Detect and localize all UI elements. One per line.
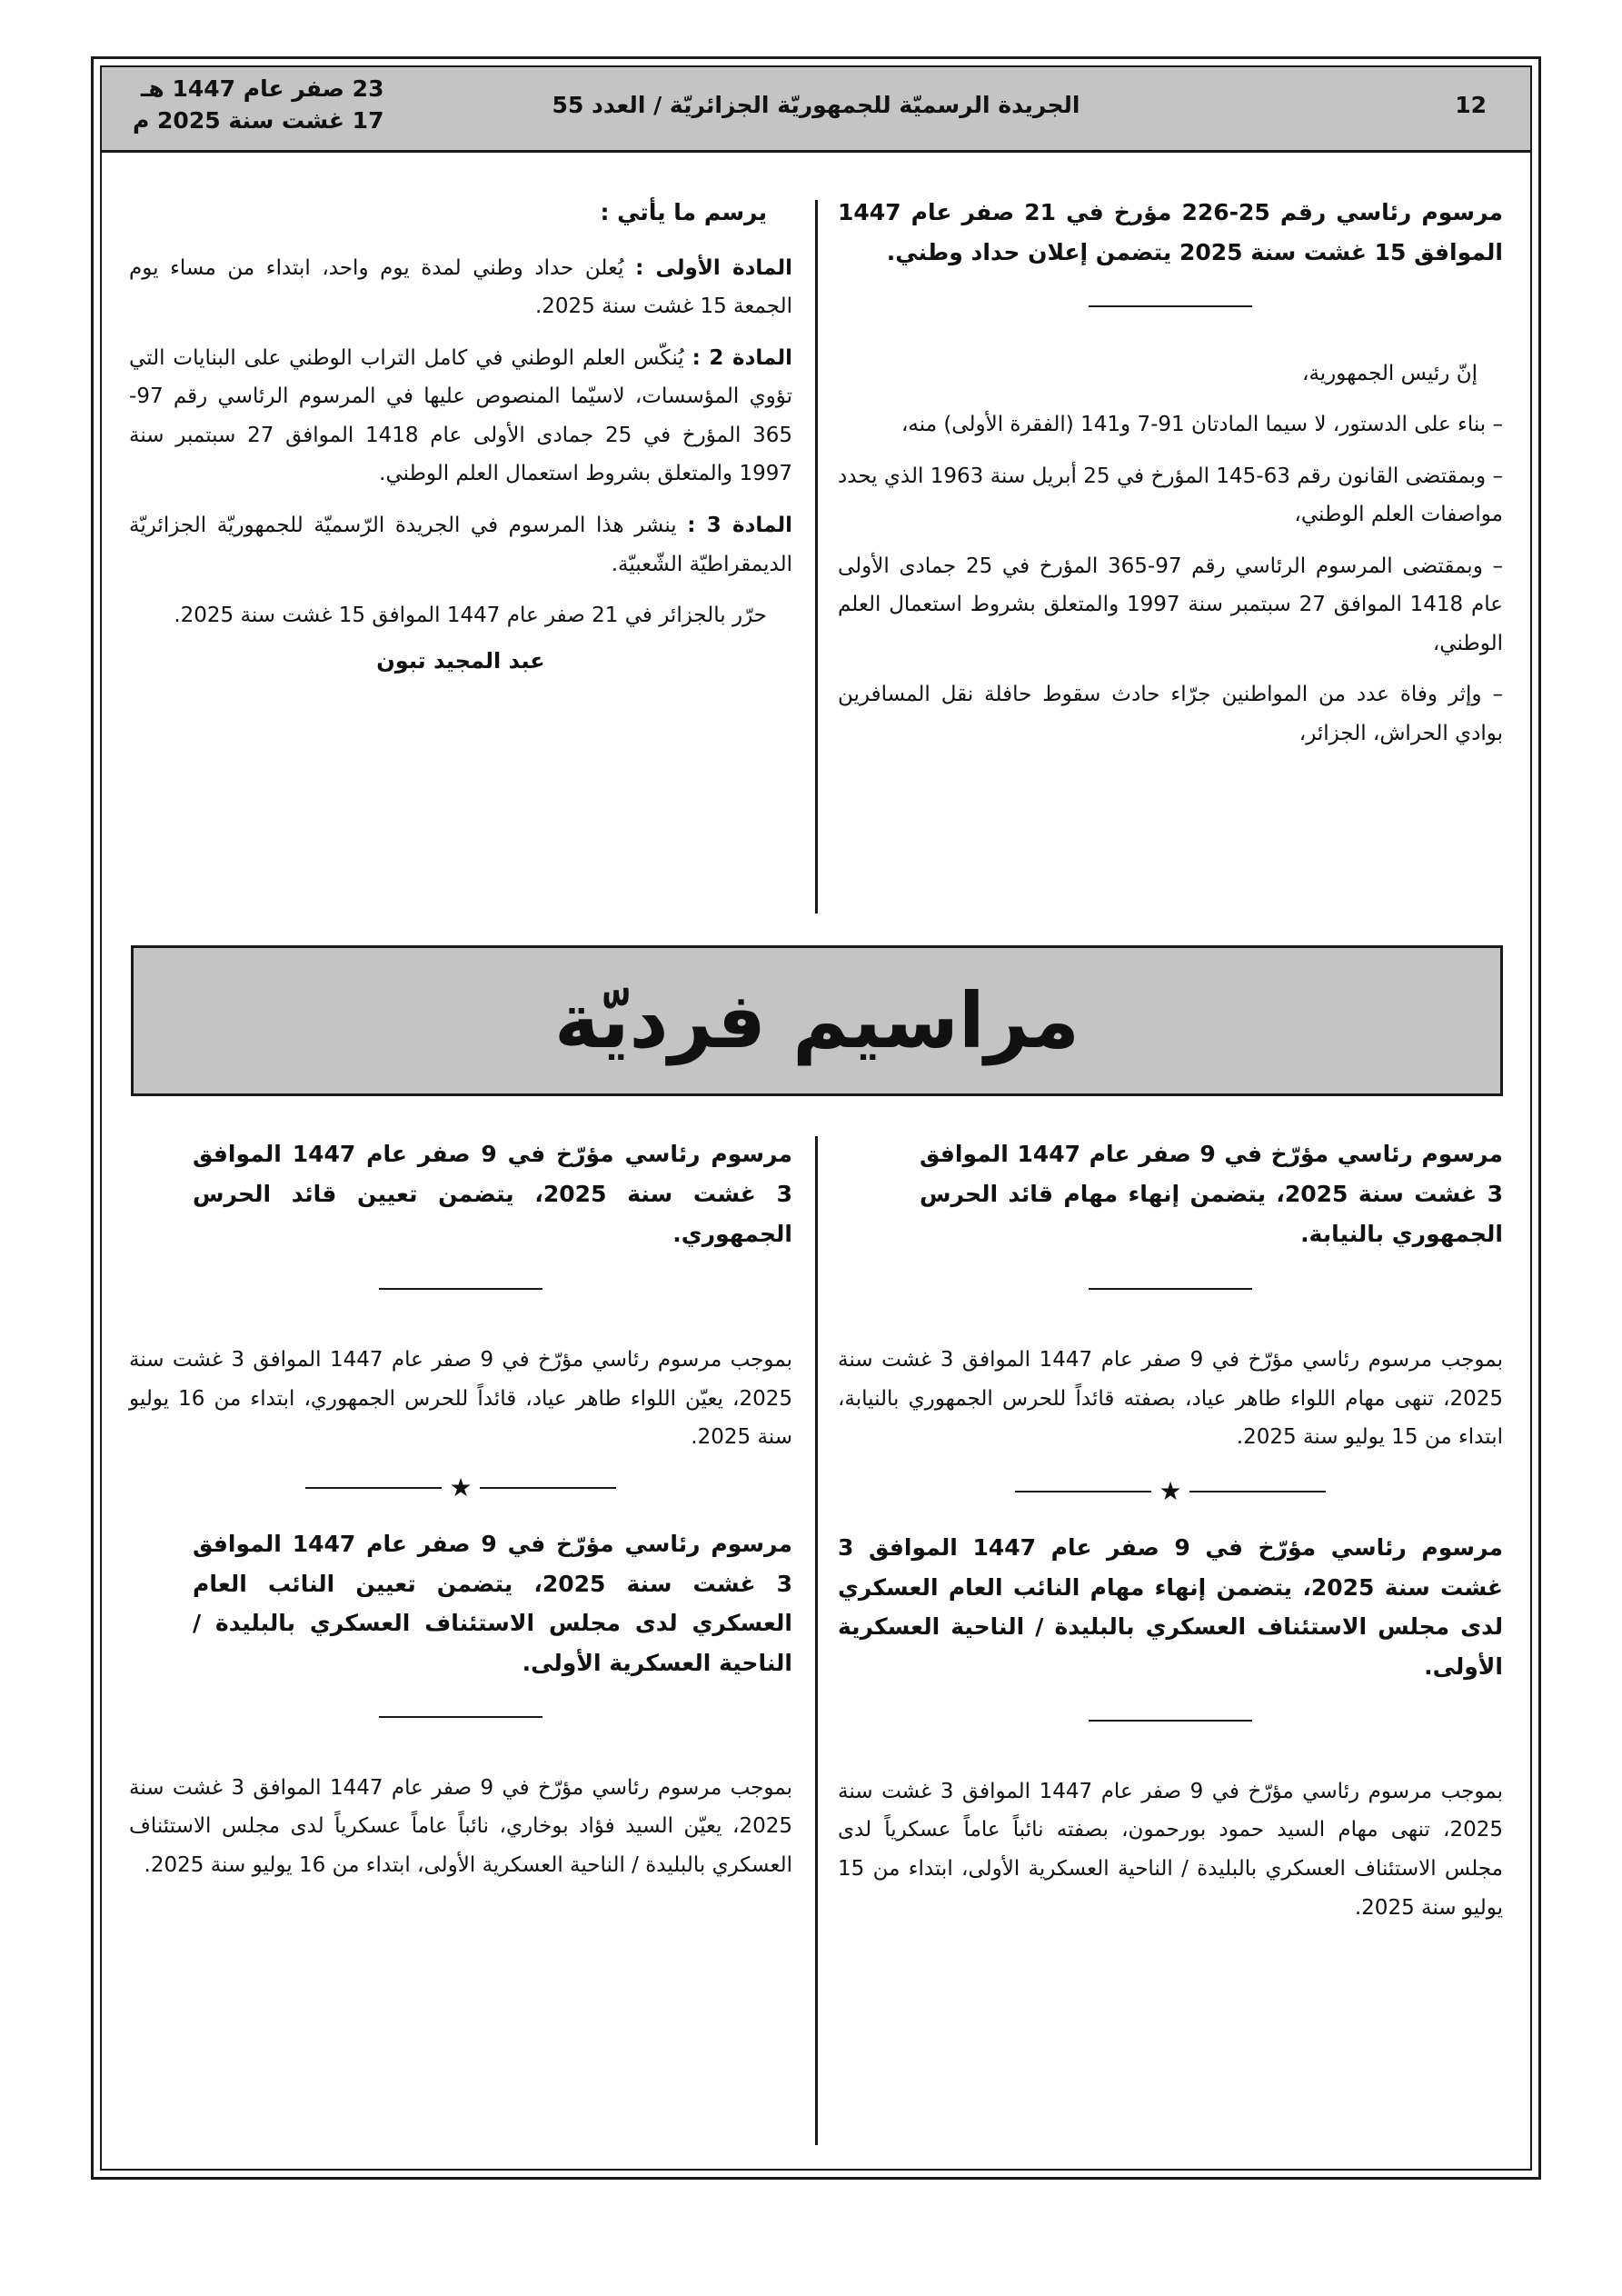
decree-right-2-text: بموجب مرسوم رئاسي مؤرّخ في 9 صفر عام 1447 الموافق 3 غشت سنة 2025، تنهى مهام السيد حمود بورحمون، بصفته نائباً عاماً عسكرياً لدى مجلس الاستئناف العسكري بالبليدة / الناحية العسكرية الأولى، ابتداء من 15 يوليو سنة 2025. <box>838 1779 1504 1920</box>
article-3-text: ينشر هذا المرسوم في الجريدة الرّسميّة للجمهوريّة الجزائريّة الديمقراطيّة الشّعبيّة. <box>129 514 792 576</box>
consideration-2: – وبمقتضى القانون رقم 63-145 المؤرخ في 25 أبريل سنة 1963 الذي يحدد مواصفات العلم الوطني، <box>838 464 1503 527</box>
decrees-heading: يرسم ما يأتي : <box>600 199 767 225</box>
issue-date <box>133 73 383 136</box>
done-at: حرّر بالجزائر في 21 صفر عام 1447 الموافق 15 غشت سنة 2025. <box>174 604 767 628</box>
journal-title: الجريدة الرسميّة للجمهوريّة الجزائريّة / العدد 55 <box>552 92 1080 118</box>
consideration-3: – وبمقتضى المرسوم الرئاسي رقم 97-365 المؤرخ في 25 جمادى الأولى عام 1418 الموافق 27 سبتمبر سنة 1997 والمتعلق بشروط استعمال العلم الوطني، <box>838 554 1503 655</box>
article-3 <box>129 506 792 584</box>
date-gregorian: 17 غشت سنة 2025 م <box>133 107 384 134</box>
article-2-label: المادة 2 : <box>692 345 793 370</box>
preamble-intro: إنّ رئيس الجمهورية، <box>1302 361 1478 385</box>
consideration-1: – بناء على الدستور، لا سيما المادتان 91-7 و141 (الفقرة الأولى) منه، <box>901 413 1503 437</box>
banner-title: مراسيم فرديّة <box>554 976 1080 1065</box>
signature: عبد المجيد تبون <box>376 647 545 674</box>
title-rule <box>379 1716 542 1718</box>
article-2 <box>129 339 792 494</box>
star-separator <box>129 1472 792 1502</box>
column-divider-top <box>815 200 818 913</box>
article-2-text: يُنكّس العلم الوطني في كامل التراب الوطني على البنايات التي تؤوي المؤسسات، لاسيّما المنصوص عليها في المرسوم الرئاسي رقم 97-365 المؤرخ في 25 جمادى الأولى عام 1418 الموافق 27 سبتمبر سنة 1997 والمتعلق بشروط استعمال العلم الوطني. <box>129 345 792 486</box>
title-rule <box>379 1288 542 1290</box>
title-rule <box>1089 1720 1252 1722</box>
star-separator <box>838 1475 1503 1506</box>
decree-left-2-title: مرسوم رئاسي مؤرّخ في 9 صفر عام 1447 الموافق 3 غشت سنة 2025، يتضمن تعيين النائب العام العسكري لدى مجلس الاستئناف العسكري بالبليدة / الناحية العسكرية الأولى. <box>193 1530 793 1677</box>
decree-left-1-title: مرسوم رئاسي مؤرّخ في 9 صفر عام 1447 الموافق 3 غشت سنة 2025، يتضمن تعيين قائد الحرس الجمهوري. <box>193 1141 792 1247</box>
date-hijri: 23 صفر عام 1447 هـ <box>140 75 384 102</box>
consideration-4: – وإثر وفاة عدد من المواطنين جرّاء حادث سقوط حافلة نقل المسافرين بوادي الحراش، الجزائر، <box>838 683 1503 745</box>
article-1-text: يُعلن حداد وطني لمدة يوم واحد، ابتداء من مساء يوم الجمعة 15 غشت سنة 2025. <box>129 255 792 319</box>
decree-left-1-text: بموجب مرسوم رئاسي مؤرّخ في 9 صفر عام 1447 الموافق 3 غشت سنة 2025، يعيّن اللواء طاهر عياد، قائداً للحرس الجمهوري، ابتداء من 16 يوليو سنة 2025. <box>129 1348 793 1450</box>
decree-right-2-title: مرسوم رئاسي مؤرّخ في 9 صفر عام 1447 الموافق 3 غشت سنة 2025، يتضمن إنهاء مهام النائب العام العسكري لدى مجلس الاستئناف العسكري بالبليدة / الناحية العسكرية الأولى. <box>838 1533 1504 1681</box>
star-icon: ★ <box>1159 1475 1182 1506</box>
title-rule <box>1089 305 1252 307</box>
individual-decrees-right <box>838 1134 1503 1940</box>
star-icon: ★ <box>449 1472 473 1502</box>
page-header <box>102 67 1530 153</box>
column-divider-bottom <box>815 1136 818 2145</box>
decree-right-1-text: بموجب مرسوم رئاسي مؤرّخ في 9 صفر عام 1447 الموافق 3 غشت سنة 2025، تنهى مهام اللواء طاهر عياد، بصفته قائداً للحرس الجمهوري بالنيابة، ابتداء من 15 يوليو سنة 2025. <box>838 1348 1504 1450</box>
article-1 <box>129 249 792 326</box>
article-1-label: المادة الأولى : <box>635 255 792 280</box>
mourning-decree-articles <box>129 193 792 674</box>
mourning-decree-header <box>838 193 1503 765</box>
decree-title: مرسوم رئاسي رقم 25-226 مؤرخ في 21 صفر عام 1447 الموافق 15 غشت سنة 2025 يتضمن إعلان حداد وطني. <box>838 199 1503 265</box>
section-banner <box>131 945 1503 1096</box>
decree-right-1-title: مرسوم رئاسي مؤرّخ في 9 صفر عام 1447 الموافق 3 غشت سنة 2025، يتضمن إنهاء مهام قائد الحرس الجمهوري بالنيابة. <box>920 1141 1503 1247</box>
individual-decrees-left <box>129 1134 792 1898</box>
decree-left-2-text: بموجب مرسوم رئاسي مؤرّخ في 9 صفر عام 1447 الموافق 3 غشت سنة 2025، يعيّن السيد فؤاد بوخاري، نائباً عاماً عسكرياً لدى مجلس الاستئناف العسكري بالبليدة / الناحية العسكرية الأولى، ابتداء من 16 يوليو سنة 2025. <box>129 1775 793 1877</box>
page-number: 12 <box>1455 92 1487 118</box>
article-3-label: المادة 3 : <box>687 514 793 538</box>
title-rule <box>1089 1288 1252 1290</box>
